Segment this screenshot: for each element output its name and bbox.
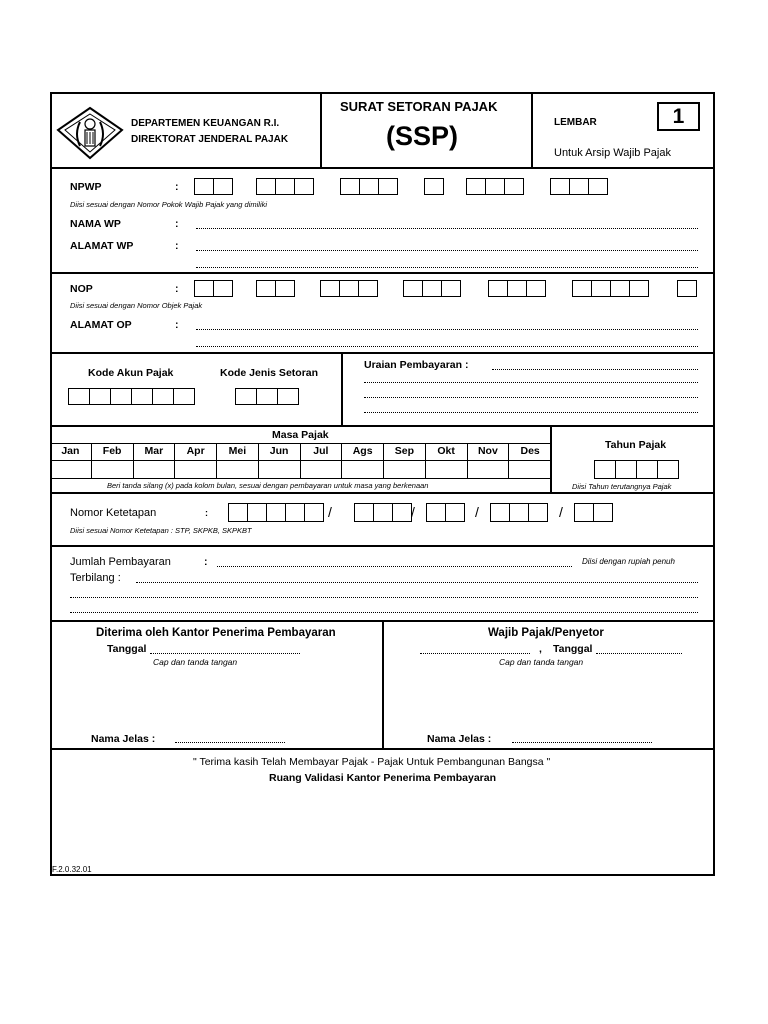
nama-wp-label: NAMA WP <box>70 218 121 230</box>
payer-nama-field[interactable] <box>512 742 652 743</box>
npwp-hint: Diisi sesuai dengan Nomor Pokok Wajib Pajak yang dimiliki <box>70 200 268 209</box>
month-checkbox-okt[interactable] <box>426 460 468 478</box>
alamat-op-field-2[interactable] <box>196 346 698 347</box>
ketetapan-group-5[interactable] <box>574 503 612 522</box>
lembar-label: LEMBAR <box>554 117 597 128</box>
month-checkbox-apr[interactable] <box>175 460 217 478</box>
month-checkbox-mar[interactable] <box>134 460 176 478</box>
alamat-wp-label: ALAMAT WP <box>70 240 134 252</box>
month-label: Jul <box>313 445 329 457</box>
npwp-group-1[interactable] <box>194 178 232 195</box>
month-label: Mei <box>228 445 247 457</box>
payer-nama-label: Nama Jelas : <box>427 733 492 745</box>
ketetapan-hint: Diisi sesuai Nomor Ketetapan : STP, SKPKB, SKPKBT <box>70 526 252 535</box>
alamat-wp-field-2[interactable] <box>196 267 698 268</box>
month-header-mei <box>217 443 259 460</box>
colon: : <box>205 508 208 518</box>
alamat-wp-field-1[interactable] <box>196 250 698 251</box>
payer-tanggal-field[interactable] <box>596 653 682 654</box>
ketetapan-sep-2: / <box>411 504 415 520</box>
jumlah-field[interactable] <box>217 566 572 567</box>
month-checkbox-jul[interactable] <box>301 460 343 478</box>
npwp-group-5[interactable] <box>466 178 523 195</box>
nop-group-2[interactable] <box>256 280 294 297</box>
kode-akun-boxes[interactable] <box>68 388 194 405</box>
payer-title: Wajib Pajak/Penyetor <box>488 627 604 639</box>
uraian-label: Uraian Pembayaran : <box>364 359 469 371</box>
org-name-line1: DEPARTEMEN KEUANGAN R.I. <box>131 118 280 129</box>
receiver-nama-field[interactable] <box>175 742 285 743</box>
month-header-jul <box>301 443 343 460</box>
npwp-label: NPWP <box>70 181 102 193</box>
ketetapan-group-3[interactable] <box>426 503 464 522</box>
thanks-message: " Terima kasih Telah Membayar Pajak - Pajak Untuk Pembangunan Bangsa " <box>193 756 551 768</box>
lembar-number-box <box>657 102 700 131</box>
receiver-nama-label: Nama Jelas : <box>91 733 156 745</box>
receiver-tanggal-field[interactable] <box>150 653 300 654</box>
uraian-field-4[interactable] <box>364 412 698 413</box>
tahun-pajak-label: Tahun Pajak <box>605 439 667 451</box>
month-label: Feb <box>102 445 122 457</box>
uraian-field-1[interactable] <box>492 369 698 370</box>
npwp-group-4[interactable] <box>424 178 443 195</box>
kode-jenis-boxes[interactable] <box>235 388 298 405</box>
colon: : <box>175 283 179 295</box>
payer-tanggal-label: Tanggal <box>553 643 593 655</box>
month-label: Des <box>520 445 540 457</box>
form-title: SURAT SETORAN PAJAK <box>340 99 498 114</box>
month-header-nov <box>468 443 510 460</box>
month-label: Apr <box>186 445 205 457</box>
ketetapan-sep-1: / <box>328 504 332 520</box>
jumlah-hint: Diisi dengan rupiah penuh <box>582 557 675 566</box>
form-abbrev: (SSP) <box>386 121 459 151</box>
ketetapan-group-2[interactable] <box>354 503 411 522</box>
month-header-okt <box>426 443 468 460</box>
month-checkbox-des[interactable] <box>509 460 551 478</box>
copy-note: Untuk Arsip Wajib Pajak <box>554 147 671 159</box>
nop-group-7[interactable] <box>677 280 696 297</box>
payer-comma: , <box>539 643 542 655</box>
terbilang-label: Terbilang : <box>70 572 121 584</box>
month-hint: Beri tanda silang (x) pada kolom bulan, sesuai dengan pembayaran untuk masa yang berkenaan <box>107 481 429 490</box>
month-label: Okt <box>437 445 455 457</box>
ketetapan-group-4[interactable] <box>490 503 547 522</box>
month-checkbox-jan[interactable] <box>50 460 92 478</box>
month-header-sep <box>384 443 426 460</box>
npwp-group-6[interactable] <box>550 178 607 195</box>
month-header-mar <box>134 443 176 460</box>
nop-group-6[interactable] <box>572 280 648 297</box>
validation-label: Ruang Validasi Kantor Penerima Pembayaran <box>269 772 497 784</box>
month-label: Mar <box>144 445 164 457</box>
nama-wp-field[interactable] <box>196 228 698 229</box>
uraian-field-2[interactable] <box>364 382 698 383</box>
month-header-des <box>509 443 551 460</box>
kode-jenis-label: Kode Jenis Setoran <box>220 367 319 379</box>
colon: : <box>175 240 179 252</box>
month-header-jan <box>50 443 92 460</box>
nop-group-1[interactable] <box>194 280 232 297</box>
jumlah-label: Jumlah Pembayaran <box>70 556 171 568</box>
ketetapan-sep-4: / <box>559 504 563 520</box>
month-checkbox-nov[interactable] <box>468 460 510 478</box>
month-label: Sep <box>394 445 414 457</box>
nop-group-3[interactable] <box>320 280 377 297</box>
month-checkbox-ags[interactable] <box>342 460 384 478</box>
month-header-jun <box>259 443 301 460</box>
alamat-op-label: ALAMAT OP <box>70 319 132 331</box>
receiver-cap-note: Cap dan tanda tangan <box>153 657 238 667</box>
nop-group-5[interactable] <box>488 280 545 297</box>
month-checkbox-jun[interactable] <box>259 460 301 478</box>
colon: : <box>204 556 208 568</box>
month-label: Nov <box>477 445 498 457</box>
tahun-hint: Diisi Tahun terutangnya Pajak <box>572 482 672 491</box>
month-checkbox-sep[interactable] <box>384 460 426 478</box>
receiver-tanggal-label: Tanggal <box>107 643 147 655</box>
colon: : <box>175 181 179 193</box>
terbilang-field-3[interactable] <box>70 612 698 613</box>
ketetapan-sep-3: / <box>475 504 479 520</box>
terbilang-field-1[interactable] <box>136 582 698 583</box>
npwp-group-3[interactable] <box>340 178 397 195</box>
nop-label: NOP <box>70 283 93 295</box>
ketetapan-group-1[interactable] <box>228 503 323 522</box>
org-name-line2: DIREKTORAT JENDERAL PAJAK <box>131 134 289 145</box>
uraian-field-3[interactable] <box>364 397 698 398</box>
dept-finance-emblem-icon <box>56 106 124 160</box>
nomor-ketetapan-label: Nomor Ketetapan <box>70 507 157 519</box>
colon: : <box>175 218 179 230</box>
form-code: F.2.0.32.01 <box>52 865 92 874</box>
month-label: Jun <box>269 445 289 457</box>
month-checkbox-feb[interactable] <box>92 460 134 478</box>
receiver-title: Diterima oleh Kantor Penerima Pembayaran <box>96 627 336 639</box>
terbilang-field-2[interactable] <box>70 597 698 598</box>
month-label: Ags <box>352 445 373 457</box>
month-header-feb <box>92 443 134 460</box>
lembar-number: 1 <box>672 105 685 128</box>
colon: : <box>175 319 179 331</box>
month-header-ags <box>342 443 384 460</box>
tahun-pajak-boxes[interactable] <box>594 460 678 479</box>
payer-place-field[interactable] <box>420 653 530 654</box>
alamat-op-field-1[interactable] <box>196 329 698 330</box>
nop-hint: Diisi sesuai dengan Nomor Objek Pajak <box>70 301 203 310</box>
nop-group-4[interactable] <box>403 280 460 297</box>
month-checkbox-mei[interactable] <box>217 460 259 478</box>
month-header-apr <box>175 443 217 460</box>
payer-cap-note: Cap dan tanda tangan <box>499 657 584 667</box>
month-label: Jan <box>61 445 80 457</box>
npwp-group-2[interactable] <box>256 178 313 195</box>
masa-pajak-label: Masa Pajak <box>272 429 329 441</box>
kode-akun-label: Kode Akun Pajak <box>88 367 174 379</box>
